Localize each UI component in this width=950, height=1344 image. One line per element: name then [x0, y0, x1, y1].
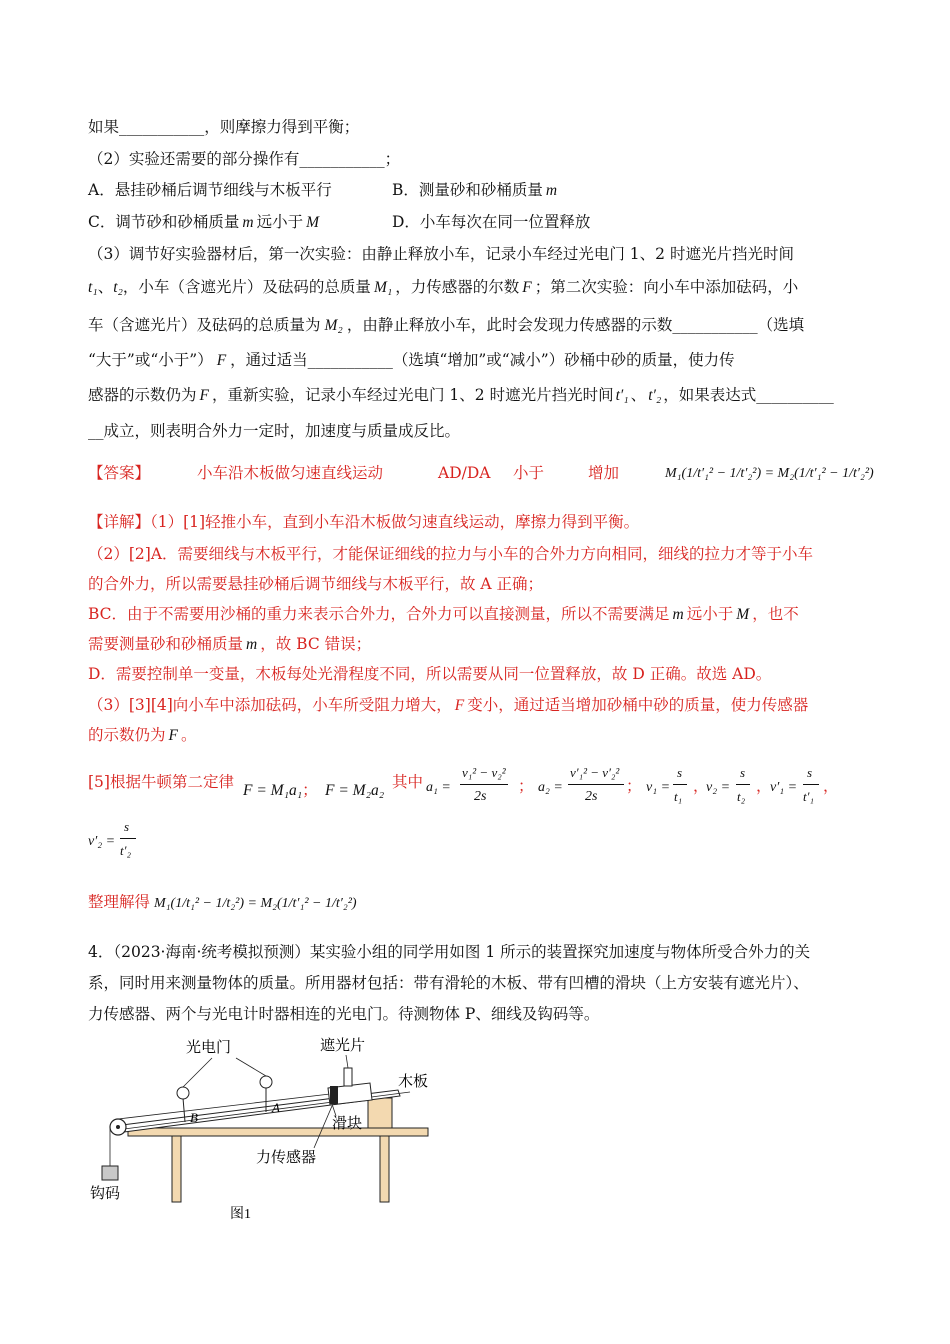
question-line: （3）调节好实验器材后，第一次实验：由静止释放小车，记录小车经过光电门 1、2 时遮光片挡光时间 [88, 245, 794, 263]
eq-f-m2a2: F = M₂a₂ [325, 782, 385, 799]
a1-denominator: 2s [474, 789, 487, 804]
question-line: t₁、t₂，小车（含遮光片）及砝码的总质量 M₁ ，力传感器的尔数 F ；第二次实验：向小车中添加砝码，小 [88, 278, 799, 296]
fraction-bar [120, 838, 136, 839]
v2-label: v₂ = [706, 780, 731, 795]
table-leg [172, 1136, 181, 1202]
option-a: A．悬挂砂桶后调节细线与木板平行 [88, 181, 332, 199]
label-b: B [190, 1110, 198, 1125]
detail-line: BC．由于不需要用沙桶的重力来表示合外力，合外力可以直接测量，所以不需要满足 m 远小于 M ，也不 [88, 605, 799, 623]
v2-denominator: t₂ [737, 789, 746, 804]
separator: ， [823, 777, 839, 795]
table-leg [380, 1136, 389, 1202]
v2-numerator: s [740, 765, 746, 780]
question-line: （2）实验还需要的部分操作有___________； [88, 150, 401, 168]
detail-line: 的合外力，所以需要悬挂砂桶后调节细线与木板平行，故 A 正确； [88, 575, 544, 593]
label-photogate: 光电门 [186, 1040, 232, 1056]
answer-1: 小车沿木板做匀速直线运动 [197, 464, 384, 482]
a2-numerator: v′₁² − v′₂² [570, 765, 620, 780]
answer-5-formula: M₁(1/t′₁² − 1/t′₂²) = M₂(1/t′₁² − 1/t′₂²) [665, 466, 874, 481]
fraction-bar [568, 784, 624, 785]
photogate-b [177, 1087, 189, 1099]
answer-label: 【答案】 [88, 464, 151, 482]
q4-line: 系，同时用来测量物体的质量。所用器材包括：带有滑轮的木板、带有凹槽的滑块（上方安装有遮光片）、 [88, 974, 809, 992]
figure-caption: 图1 [230, 1207, 251, 1222]
answer-2: AD/DA [438, 464, 491, 482]
shading-strip [330, 1086, 338, 1104]
detail-line: （2）[2]A．需要细线与木板平行，才能保证细线的拉力与小车的合外力方向相同，细线的拉力才等于小车 [88, 545, 814, 563]
answer-3: 小于 [513, 464, 545, 482]
v1p-label: v′₁ = [770, 780, 798, 795]
photogate-a [260, 1076, 272, 1088]
label-weight: 钩码 [90, 1186, 121, 1202]
question-line: 车（含遮光片）及砝码的总质量为 M₂ ，由静止释放小车，此时会发现力传感器的示数___________（选填 [88, 316, 805, 334]
label-a: A [272, 1100, 280, 1115]
a2-label: a₂ = [538, 780, 563, 795]
v2p-numerator: s [124, 819, 130, 834]
a2-denominator: 2s [585, 789, 598, 804]
table-top [128, 1128, 428, 1136]
apparatus-figure [80, 1030, 450, 1230]
v1p-denominator: t′₁ [803, 789, 814, 804]
q4-line: 4．（2023·海南·统考模拟预测）某实验小组的同学用如图 1 所示的装置探究加速度与物体所受合外力的关 [88, 943, 811, 961]
option-c: C．调节砂和砂桶质量 m 远小于 M [88, 213, 320, 231]
v1-label: v₁ = [646, 780, 671, 795]
eq-f-m1a1: F = M₁a₁； [243, 781, 318, 799]
question-line: __成立，则表明合外力一定时，加速度与质量成反比。 [88, 422, 461, 440]
separator: ， [756, 777, 772, 795]
label-force-sensor: 力传感器 [256, 1150, 317, 1166]
fraction-bar [803, 784, 819, 785]
v2p-label: v′₂ = [88, 834, 116, 849]
newton-law-label: [5]根据牛顿第二定律 [88, 773, 234, 791]
fraction-bar [460, 784, 508, 785]
label-shield: 遮光片 [320, 1038, 366, 1054]
qizhong-label: 其中 [392, 773, 424, 791]
a1-numerator: v₁² − v₂² [462, 765, 506, 780]
detail-line: 【详解】（1）[1]轻推小车，直到小车沿木板做匀速直线运动，摩擦力得到平衡。 [88, 513, 640, 531]
v2p-denominator: t′₂ [120, 843, 131, 858]
fraction-bar [673, 784, 687, 785]
question-line: 如果___________，则摩擦力得到平衡； [88, 118, 360, 136]
separator: ； [626, 777, 642, 795]
label-board: 木板 [398, 1074, 429, 1090]
detail-line: 的示数仍为 F 。 [88, 726, 197, 744]
label-slider: 滑块 [332, 1116, 363, 1132]
separator: ； [518, 777, 534, 795]
question-line: “大于”或“小于”） F ，通过适当___________（选填“增加”或“减小”）砂桶中砂的质量，使力传 [88, 351, 735, 369]
question-line: 感器的示数仍为 F ，重新实验，记录小车经过光电门 1、2 时遮光片挡光时间 t′₁ 、 t′₂ ，如果表达式__________ [88, 386, 834, 404]
final-result: 整理解得 M₁(1/t₁² − 1/t₂²) = M₂(1/t′₁² − 1/t′₂²) [88, 893, 357, 911]
v1p-numerator: s [807, 765, 813, 780]
option-b: B．测量砂和砂桶质量 m [392, 181, 558, 199]
a1-label: a₁ = [426, 780, 451, 795]
separator: ， [693, 777, 709, 795]
detail-line: D．需要控制单一变量，木板每处光滑程度不同，所以需要从同一位置释放，故 D 正确。故选 AD。 [88, 665, 772, 683]
detail-line: 需要测量砂和砂桶质量 m ，故 BC 错误； [88, 635, 372, 653]
option-d: D．小车每次在同一位置释放 [392, 213, 591, 231]
light-shield [344, 1068, 352, 1086]
v1-denominator: t₁ [674, 789, 683, 804]
hook-weight [102, 1166, 118, 1180]
detail-line: （3）[3][4]向小车中添加砝码，小车所受阻力增大， F 变小，通过适当增加砂桶中砂的质量，使力传感器 [88, 696, 809, 714]
force-sensor-block [368, 1098, 392, 1128]
v1-numerator: s [677, 765, 683, 780]
answer-4: 增加 [588, 464, 620, 482]
q4-line: 力传感器、两个与光电计时器相连的光电门。待测物体 P、细线及钩码等。 [88, 1005, 600, 1023]
fraction-bar [736, 784, 750, 785]
